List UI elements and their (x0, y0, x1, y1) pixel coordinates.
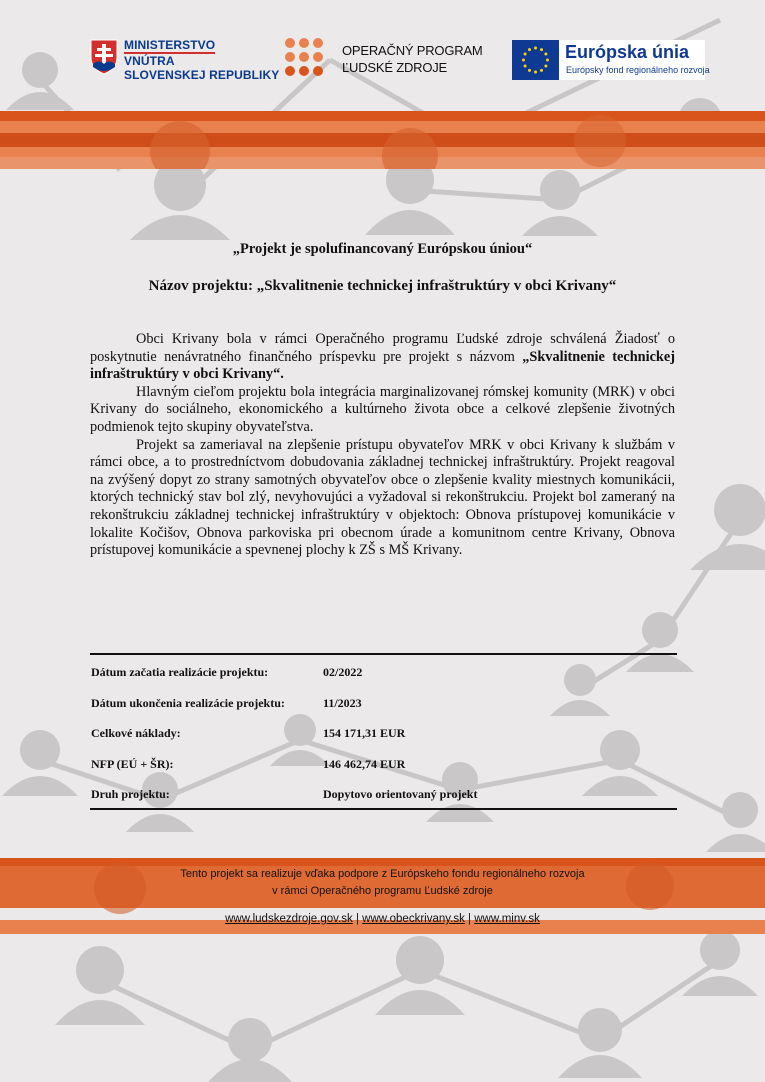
ministry-line2: VNÚTRA (124, 54, 175, 68)
link-separator: | (468, 913, 472, 925)
paragraph-1-project-name: „Skvalitnenie technickej infraštruktúry v obci Krivany“. (90, 348, 675, 383)
eu-title: Európska únia (565, 42, 690, 62)
detail-row (90, 777, 677, 808)
project-details-table (90, 653, 677, 810)
detail-label: Celkové náklady: (91, 726, 181, 740)
project-description (90, 331, 675, 560)
ministry-line1: MINISTERSTVO (124, 38, 216, 52)
link-obeckrivany[interactable]: www.obeckrivany.sk (362, 913, 465, 925)
detail-label: NFP (EÚ + ŠR): (91, 756, 174, 771)
eu-logo (512, 40, 710, 80)
link-minv[interactable]: www.minv.sk (474, 913, 540, 925)
detail-label: Dátum začatia realizácie projektu: (91, 665, 269, 679)
footer-links (0, 913, 765, 925)
ministry-line3: SLOVENSKEJ REPUBLIKY (124, 68, 280, 82)
link-separator: | (355, 913, 359, 925)
eu-subtitle: Európsky fond regionálneho rozvoja (566, 65, 710, 75)
slovak-coat-of-arms-icon (90, 39, 118, 75)
program-line1: OPERAČNÝ PROGRAM (342, 43, 483, 58)
link-ludskezdroje[interactable]: www.ludskezdroje.gov.sk (225, 913, 353, 925)
paragraph-1 (90, 331, 675, 384)
detail-value: 11/2023 (323, 695, 362, 710)
footer-line2: v rámci Operačného programu Ľudské zdroje (272, 885, 493, 897)
project-title: Názov projektu: „Skvalitnenie technickej infraštruktúry v obci Krivany“ (148, 278, 617, 294)
detail-label: Druh projektu: (91, 787, 170, 801)
ministry-logo (90, 38, 280, 82)
footer-line1: Tento projekt sa realizuje vďaka podpore z Európskeho fondu regionálneho rozvoja (180, 868, 585, 880)
detail-row (90, 716, 677, 747)
detail-value: 146 462,74 EUR (323, 756, 406, 771)
detail-row (90, 686, 677, 717)
top-orange-band (0, 111, 765, 169)
detail-value: 154 171,31 EUR (323, 726, 406, 740)
footer-statement (0, 866, 765, 900)
cofinancing-statement: „Projekt je spolufinancovaný Európskou úniou“ (232, 241, 533, 257)
dots-grid-icon (284, 37, 326, 79)
program-logo (284, 37, 483, 84)
detail-label: Dátum ukončenia realizácie projektu: (91, 695, 285, 710)
detail-row (90, 655, 677, 686)
logo-bar (0, 30, 765, 90)
program-line2: ĽUDSKÉ ZDROJE (342, 60, 448, 75)
detail-value: Dopytovo orientovaný projekt (323, 787, 478, 801)
detail-row (90, 747, 677, 778)
eu-flag-icon (512, 40, 559, 80)
paragraph-1-text: Obci Krivany bola v rámci Operačného programu Ľudské zdroje schválená Žiadosť o poskytnutie nenávratného finančného príspevku pre projekt s názvom (90, 331, 675, 365)
paragraph-3: Projekt sa zameriaval na zlepšenie prístupu obyvateľov MRK v obci Krivany k službám v rámci obce, a to prostredníctvom dobudovania základnej technickej infraštruktúry. Projekt reagoval na zvýšený dopyt zo strany samotných obyvateľov obce o zlepšenie kvality miestnych komunikácii, ktorých technický stav bol zlý, nevyhovujúci a vyžadoval si rekonštrukciu. Projekt bol zameraný na rekonštrukciu základnej technickej infraštruktúry v objektoch: Obnova prístupovej komunikácie v lokalite Kočišov, Obnova parkoviska pri obecnom úrade a komunitnom centre Krivany, Obnova prístupovej komunikácie a spevnenej plochy k ZŠ s MŠ Krivany. (90, 436, 675, 559)
detail-value: 02/2022 (323, 665, 363, 679)
paragraph-2: Hlavným cieľom projektu bola integrácia marginalizovanej rómskej komunity (MRK) v obci Krivany do sociálneho, ekonomického a kultúrneho života obce a celkové zlepšenie životných podmienok tejto skupiny obyvateľstva. (90, 383, 675, 435)
